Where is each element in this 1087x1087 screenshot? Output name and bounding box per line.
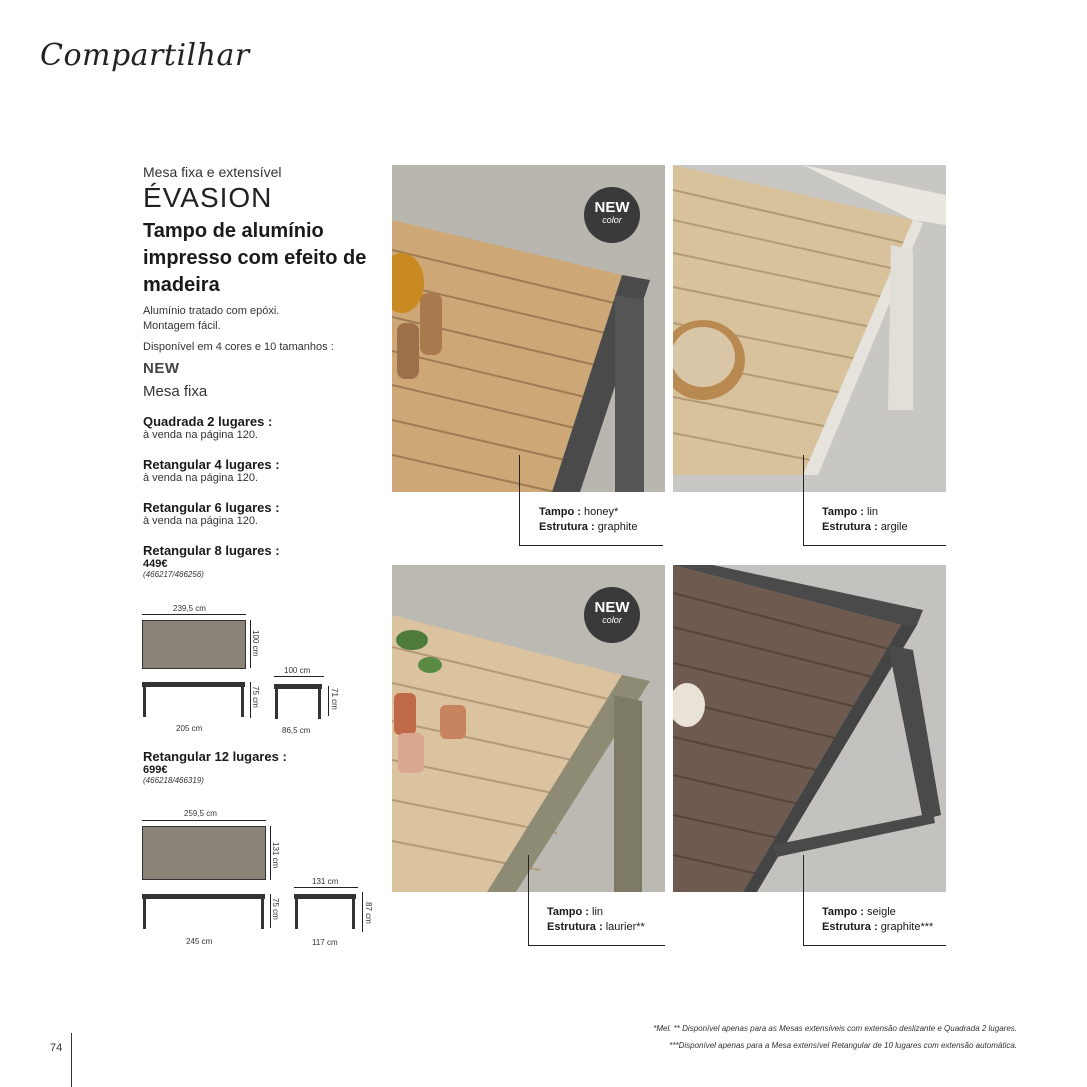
caption-2	[822, 505, 908, 535]
dim-line	[274, 676, 324, 677]
dim-total-height: 71 cm	[330, 688, 339, 710]
item-ref: (466217/466256)	[143, 570, 204, 579]
tampo-value: lin	[592, 906, 604, 918]
footnote-1: *Mel. ** Disponível apenas para as Mesas extensíveis com extensão deslizante e Quadrada 2 lugares.	[653, 1024, 1017, 1033]
table-side-view	[292, 890, 360, 932]
dim-base-side: 117 cm	[312, 938, 338, 947]
dimension-diagram-8	[140, 600, 360, 740]
footnote-2: ***Disponível apenas para a Mesa extensível Retangular de 10 lugares com extensão automática.	[669, 1041, 1017, 1050]
new-color-badge	[584, 187, 640, 243]
item-name: Quadrada 2 lugares :	[143, 414, 273, 429]
brand-logo: Compartilhar	[40, 38, 250, 73]
caption-pointer	[803, 455, 804, 545]
caption-4	[822, 905, 933, 935]
item-retangular-8	[143, 543, 280, 579]
page-divider	[71, 1033, 72, 1087]
badge-new: NEW	[594, 599, 630, 616]
dim-top-width: 259,5 cm	[184, 809, 217, 818]
estrutura-label: Estrutura :	[539, 521, 595, 533]
product-description	[143, 304, 363, 334]
dimension-diagram-12	[140, 806, 380, 951]
caption-pointer	[528, 855, 529, 945]
page-number: 74	[50, 1042, 63, 1054]
item-name: Retangular 6 lugares :	[143, 500, 280, 515]
dim-leg-height: 75 cm	[271, 898, 280, 920]
caption-tampo	[539, 505, 637, 520]
dim-base-width: 205 cm	[176, 724, 203, 733]
caption-estrutura	[547, 920, 645, 935]
item-retangular-12	[143, 749, 287, 785]
estrutura-value: graphite	[597, 521, 638, 533]
item-name: Retangular 4 lugares :	[143, 457, 280, 472]
tampo-label: Tampo :	[539, 506, 581, 518]
table-front-view	[140, 678, 250, 718]
photo-seigle-graphite	[673, 565, 946, 892]
estrutura-value: laurier**	[605, 921, 645, 933]
dim-line	[362, 892, 363, 932]
section-title: Mesa fixa	[143, 383, 208, 400]
dim-line	[328, 686, 329, 716]
product-headline: Tampo de alumínio impresso com efeito de madeira	[143, 220, 367, 296]
table-photo	[673, 565, 946, 892]
caption-3	[547, 905, 645, 935]
tampo-value: honey*	[584, 506, 619, 518]
caption-underline	[803, 945, 946, 946]
estrutura-label: Estrutura :	[822, 921, 878, 933]
caption-underline	[803, 545, 946, 546]
caption-underline	[519, 545, 663, 546]
tampo-label: Tampo :	[822, 906, 864, 918]
caption-tampo	[547, 905, 645, 920]
caption-estrutura	[822, 520, 908, 535]
tampo-value: seigle	[867, 906, 896, 918]
badge-new: NEW	[594, 199, 630, 216]
dim-total-height: 87 cm	[364, 902, 373, 924]
desc-line-2: Montagem fácil.	[143, 320, 221, 332]
dim-top-width: 239,5 cm	[173, 604, 206, 613]
product-subtitle: Mesa fixa e extensível	[143, 164, 282, 180]
item-price: 449€	[143, 558, 168, 570]
caption-1	[539, 505, 637, 535]
dim-line	[294, 887, 358, 888]
estrutura-value: graphite***	[880, 921, 934, 933]
item-name: Retangular 8 lugares :	[143, 543, 280, 558]
desc-line-1: Alumínio tratado com epóxi.	[143, 305, 280, 317]
product-title: ÉVASION	[143, 182, 273, 213]
caption-underline	[528, 945, 665, 946]
dim-base-width: 245 cm	[186, 937, 213, 946]
availability-text: Disponível em 4 cores e 10 tamanhos :	[143, 341, 334, 353]
dim-top-depth: 100 cm	[251, 630, 260, 657]
table-side-view	[272, 680, 326, 720]
photo-lin-laurier	[392, 565, 665, 892]
item-note: à venda na página 120.	[143, 472, 258, 484]
new-color-badge	[584, 587, 640, 643]
item-name: Retangular 12 lugares :	[143, 749, 287, 764]
caption-estrutura	[539, 520, 637, 535]
item-ref: (466218/466319)	[143, 776, 204, 785]
table-top-swatch	[142, 826, 266, 880]
caption-estrutura	[822, 920, 933, 935]
item-price: 699€	[143, 764, 168, 776]
dim-line	[142, 614, 246, 615]
badge-color: color	[602, 615, 622, 625]
badge-color: color	[602, 215, 622, 225]
item-retangular-6	[143, 500, 280, 527]
estrutura-label: Estrutura :	[822, 521, 878, 533]
table-top-swatch	[142, 620, 246, 669]
item-retangular-4	[143, 457, 280, 484]
photo-lin-argile	[673, 165, 946, 492]
photo-honey-graphite	[392, 165, 665, 492]
dim-leg-height: 75 cm	[251, 686, 260, 708]
caption-pointer	[803, 855, 804, 945]
dim-base-side: 86,5 cm	[282, 726, 311, 735]
new-label: NEW	[143, 360, 180, 377]
dim-side-width: 100 cm	[284, 666, 311, 675]
estrutura-label: Estrutura :	[547, 921, 603, 933]
caption-pointer	[519, 455, 520, 545]
dim-line	[142, 820, 266, 821]
table-photo	[673, 165, 946, 492]
tampo-label: Tampo :	[547, 906, 589, 918]
item-quadrada-2	[143, 414, 272, 441]
tampo-label: Tampo :	[822, 506, 864, 518]
caption-tampo	[822, 505, 908, 520]
dim-side-width: 131 cm	[312, 877, 339, 886]
item-note: à venda na página 120.	[143, 515, 258, 527]
dim-top-depth: 131 cm	[271, 842, 280, 869]
estrutura-value: argile	[880, 521, 908, 533]
table-front-view	[140, 890, 270, 932]
caption-tampo	[822, 905, 933, 920]
item-note: à venda na página 120.	[143, 429, 258, 441]
tampo-value: lin	[867, 506, 879, 518]
